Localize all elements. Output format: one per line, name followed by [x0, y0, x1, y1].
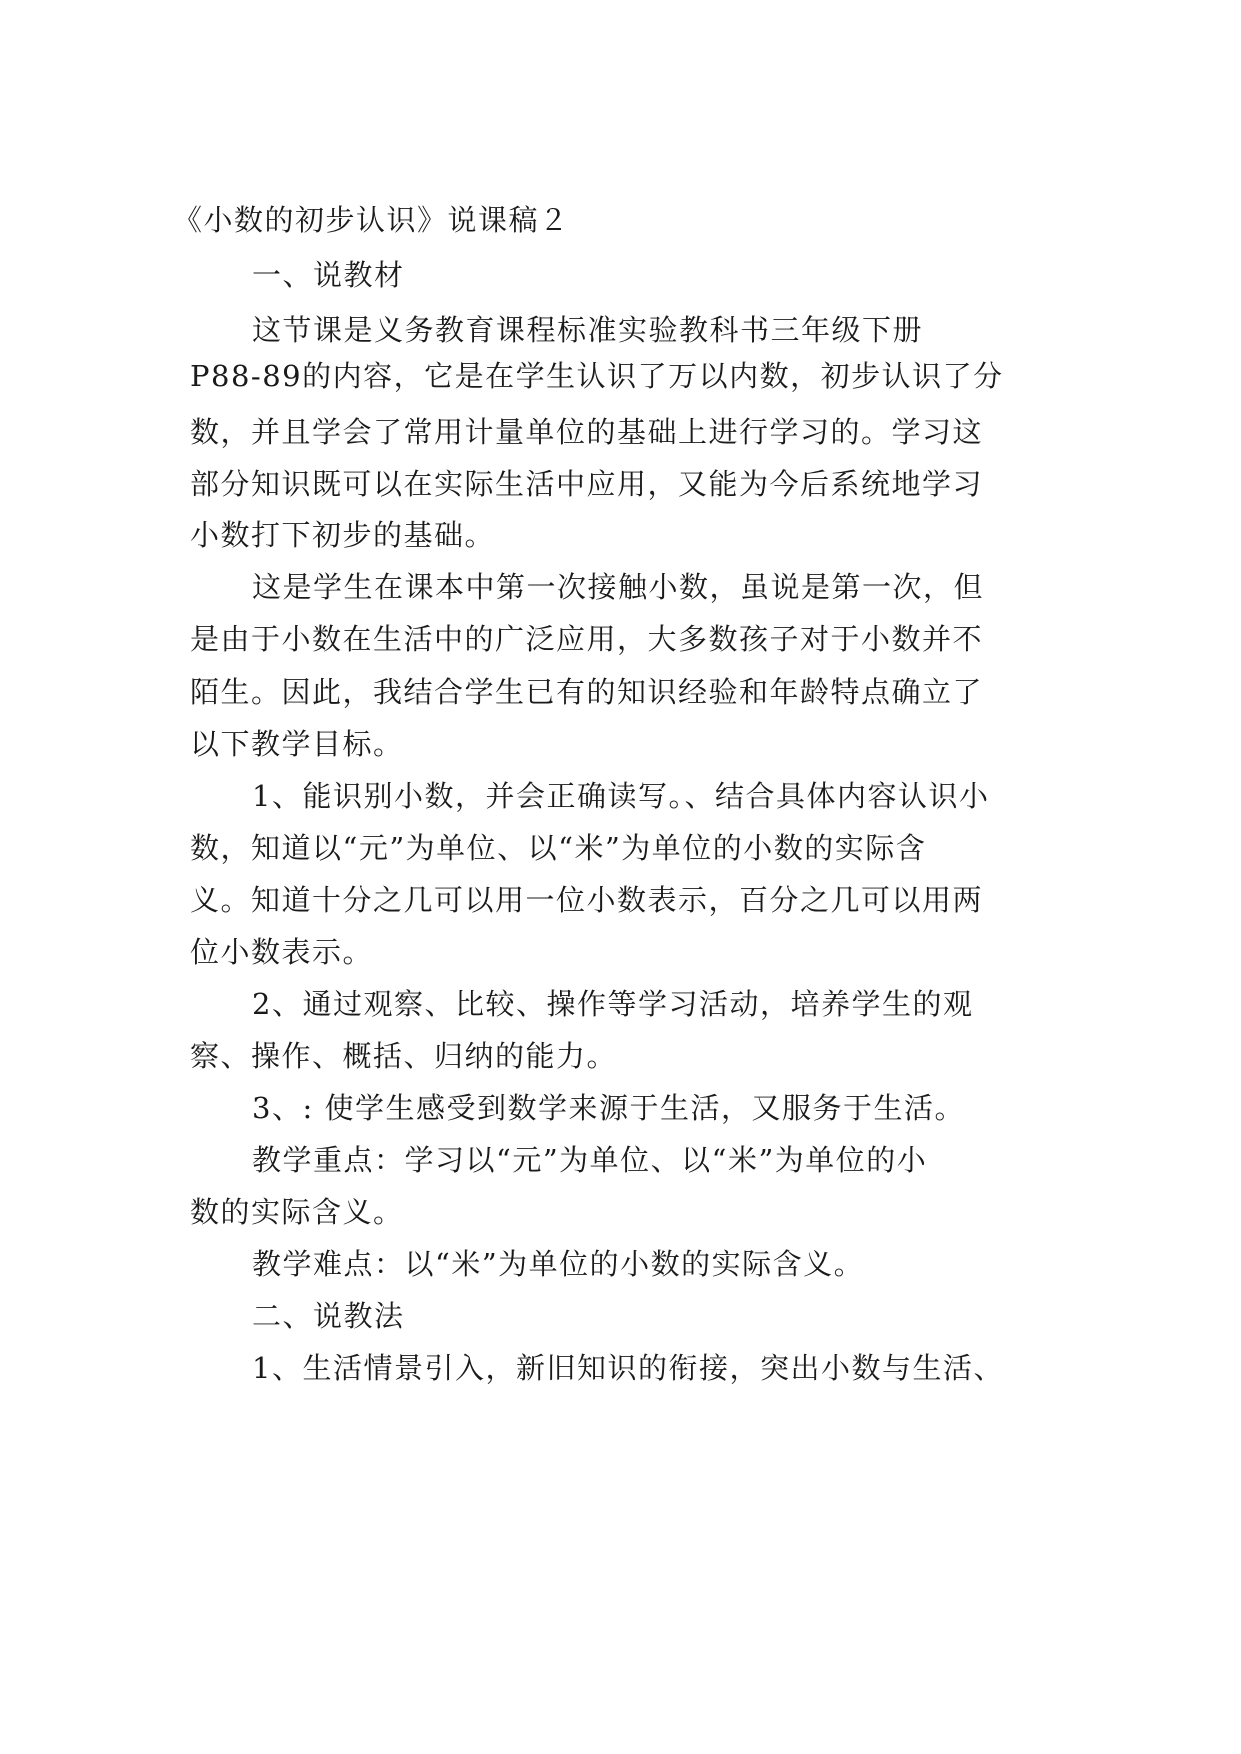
- paragraph-line: 这节课是义务教育课程标准实验教科书三年级下册: [252, 313, 924, 347]
- document-title: 《小数的初步认识》说课稿２: [173, 203, 570, 237]
- paragraph-line: 以下教学目标。: [190, 727, 404, 761]
- paragraph-line: 察、操作、概括、归纳的能力。: [190, 1039, 618, 1073]
- paragraph-line: P88-89的内容，它是在学生认识了万以内数，初步认识了分: [190, 359, 1004, 393]
- section-heading: 二、说教法: [252, 1299, 405, 1333]
- paragraph-line: 义。知道十分之几可以用一位小数表示，百分之几可以用两: [190, 883, 984, 917]
- section-heading: 一、说教材: [252, 258, 405, 292]
- paragraph-line: 小数打下初步的基础。: [190, 518, 496, 552]
- paragraph-line: 是由于小数在生活中的广泛应用，大多数孩子对于小数并不: [190, 622, 984, 656]
- paragraph-line: 位小数表示。: [190, 935, 374, 969]
- paragraph-line: 2、通过观察、比较、操作等学习活动，培养学生的观: [252, 987, 974, 1021]
- paragraph-line: 这是学生在课本中第一次接触小数，虽说是第一次，但: [252, 570, 985, 604]
- paragraph-line: 教学重点：学习以“元”为单位、以“米”为单位的小: [252, 1143, 928, 1177]
- paragraph-line: 数的实际含义。: [190, 1195, 404, 1229]
- paragraph-line: 1、生活情景引入，新旧知识的衔接，突出小数与生活、: [252, 1351, 1004, 1385]
- paragraph-line: 3、: 使学生感受到数学来源于生活，又服务于生活。: [252, 1091, 965, 1125]
- paragraph-line: 数，并且学会了常用计量单位的基础上进行学习的。学习这: [190, 415, 984, 449]
- paragraph-line: 部分知识既可以在实际生活中应用，又能为今后系统地学习: [190, 467, 984, 501]
- paragraph-line: 教学难点：以“米”为单位的小数的实际含义。: [252, 1247, 865, 1281]
- paragraph-line: 陌生。因此，我结合学生已有的知识经验和年龄特点确立了: [190, 675, 984, 709]
- paragraph-line: 数，知道以“元”为单位、以“米”为单位的小数的实际含: [190, 831, 927, 865]
- paragraph-line: 1、能识别小数，并会正确读写。、结合具体内容认识小: [252, 779, 990, 813]
